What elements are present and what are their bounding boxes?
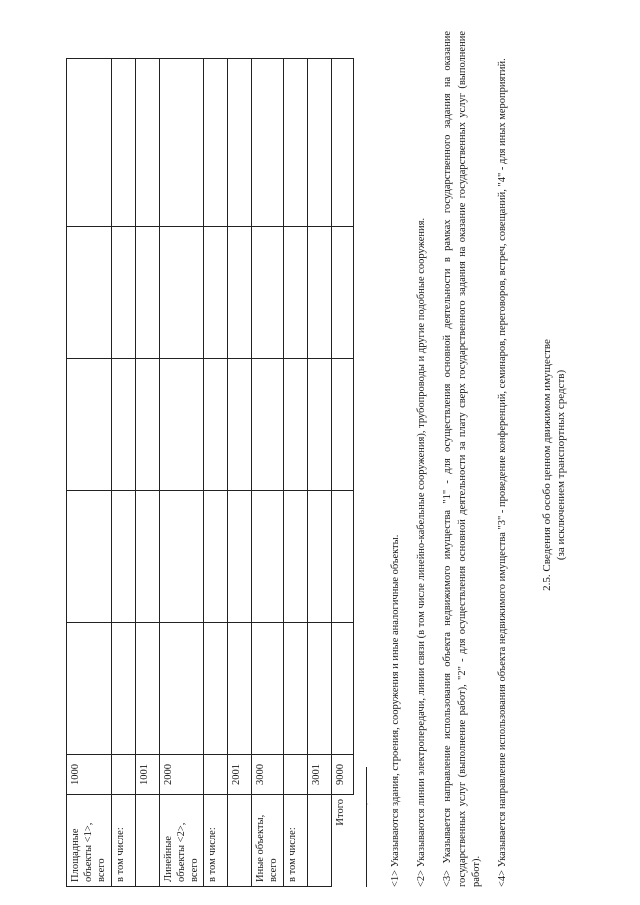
empty-cell: [67, 59, 112, 227]
empty-cell: [135, 59, 159, 227]
total-row: [331, 59, 353, 887]
empty-cell: [331, 623, 353, 755]
empty-cell: [307, 359, 331, 491]
row-name: Площадные объекты <1>, всего: [67, 795, 112, 887]
section-title: 2.5. Сведения об особо ценном движимом имуществе: [541, 339, 553, 591]
empty-cell: [67, 227, 112, 359]
empty-cell: [111, 227, 135, 359]
empty-cell: [252, 491, 283, 623]
table-row: [159, 59, 204, 887]
empty-cell: [135, 491, 159, 623]
empty-cell: [252, 359, 283, 491]
table-row: [111, 59, 135, 887]
empty-cell: [283, 59, 307, 227]
row-code: [204, 755, 228, 795]
empty-cell: [67, 623, 112, 755]
table-row: [307, 59, 331, 887]
total-code: 9000: [331, 755, 353, 795]
row-code: 3001: [307, 755, 331, 795]
real-estate-table: [66, 58, 354, 887]
empty-cell: [283, 623, 307, 755]
row-name: в том числе:: [283, 795, 307, 887]
empty-cell: [252, 623, 283, 755]
empty-cell: [228, 227, 252, 359]
empty-cell: [111, 59, 135, 227]
row-code: [283, 755, 307, 795]
empty-cell: [228, 623, 252, 755]
empty-cell: [252, 227, 283, 359]
empty-cell: [331, 359, 353, 491]
empty-cell: [67, 359, 112, 491]
empty-cell: [283, 227, 307, 359]
footnote-4: <4> Указывается направление использования объекта недвижимого имущества "3" - проведение конференций, семинаров, переговоров, встреч, совещаний, "4" - для иных мероприятий.: [496, 58, 508, 887]
row-name: [228, 795, 252, 887]
footnote-2: <2> Указываются линии электропередачи, линии связи (в том числе линейно-кабельные сооружения), трубопроводы и другие подобные сооружения.: [416, 217, 428, 887]
empty-cell: [135, 359, 159, 491]
empty-cell: [204, 59, 228, 227]
empty-cell: [159, 623, 204, 755]
row-name: Линейные объекты <2>, всего: [159, 795, 204, 887]
row-name: Иные объекты, всего: [252, 795, 283, 887]
row-code: [111, 755, 135, 795]
empty-cell: [283, 359, 307, 491]
empty-cell: [307, 623, 331, 755]
empty-cell: [307, 491, 331, 623]
footnotes: [366, 31, 522, 887]
empty-cell: [283, 491, 307, 623]
row-code: 3000: [252, 755, 283, 795]
row-name: в том числе:: [204, 795, 228, 887]
empty-cell: [252, 59, 283, 227]
empty-cell: [159, 359, 204, 491]
empty-cell: [228, 491, 252, 623]
empty-cell: [331, 59, 353, 227]
empty-cell: [159, 491, 204, 623]
empty-cell: [67, 491, 112, 623]
table-row: [228, 59, 252, 887]
row-code: 1001: [135, 755, 159, 795]
empty-cell: [204, 623, 228, 755]
table-row: [283, 59, 307, 887]
row-code: 1000: [67, 755, 112, 795]
row-name: в том числе:: [111, 795, 135, 887]
empty-cell: [204, 359, 228, 491]
section-subtitle: (за исключением транспортных средств): [555, 369, 568, 561]
empty-cell: [331, 491, 353, 623]
empty-cell: [331, 227, 353, 359]
footnote-1: <1> Указываются здания, строения, сооружения и иные аналогичные объекты.: [390, 534, 401, 887]
scan-mark: ,: [360, 803, 369, 805]
row-name: [307, 795, 331, 887]
row-code: 2001: [228, 755, 252, 795]
empty-cell: [204, 491, 228, 623]
total-label: Итого: [334, 799, 346, 826]
empty-cell: [135, 227, 159, 359]
empty-cell: [111, 491, 135, 623]
table-row: [252, 59, 283, 887]
footnote-rule: [366, 767, 367, 887]
table-row: [67, 59, 112, 887]
table-row: [204, 59, 228, 887]
empty-cell: [111, 359, 135, 491]
table-row: [135, 59, 159, 887]
empty-cell: [135, 623, 159, 755]
row-code: 2000: [159, 755, 204, 795]
empty-cell: [159, 227, 204, 359]
empty-cell: [159, 59, 204, 227]
empty-cell: [228, 59, 252, 227]
empty-cell: [307, 59, 331, 227]
empty-cell: [111, 623, 135, 755]
row-name: [135, 795, 159, 887]
section-heading: [540, 185, 569, 745]
empty-cell: [228, 359, 252, 491]
empty-cell: [204, 227, 228, 359]
empty-cell: [307, 227, 331, 359]
footnote-3: <3> Указывается направление использования объекта недвижимого имущества "1" - для осуществления основной деятельности в рамках государственного задания на оказание государственных услуг (выполнение работ), "2" - для осуществления основной деятельности за плату сверх государственного задания на оказание государственных услуг (выполнение работ).: [442, 31, 482, 887]
